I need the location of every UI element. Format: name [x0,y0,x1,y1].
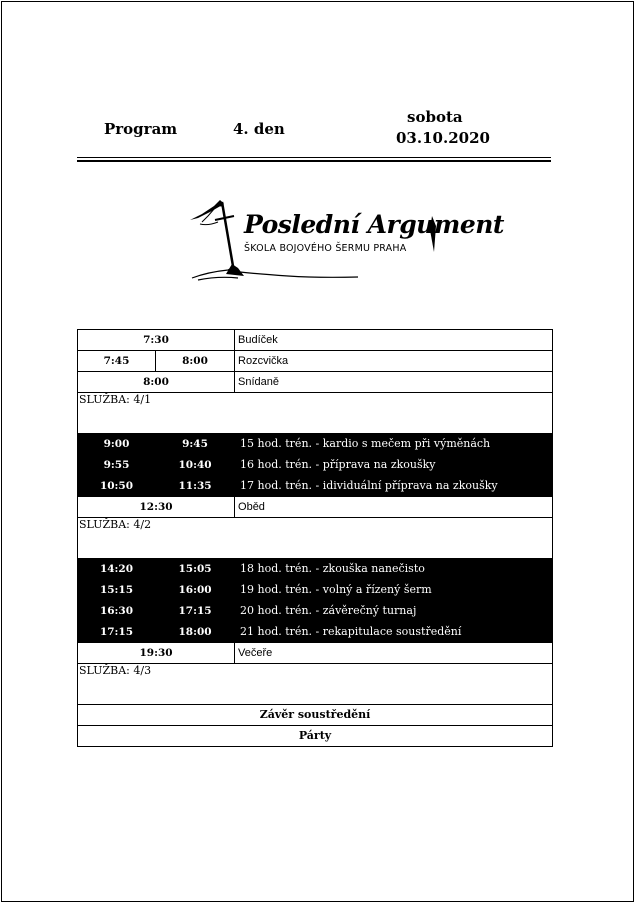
table-row [78,726,553,747]
activity-cell: 15 hod. trén. - kardio s mečem při výměnách [235,434,553,455]
end-cell: 17:15 [156,601,235,622]
table-row [78,622,553,643]
table-row [78,330,553,351]
time-cell: 19:30 [78,643,235,664]
table-row [78,664,553,705]
end-cell: 8:00 [156,351,235,372]
activity-cell: 20 hod. trén. - závěrečný turnaj [235,601,553,622]
start-cell: 9:55 [78,455,156,476]
table-row [78,559,553,580]
header-rule-top [77,157,551,158]
time-cell: 8:00 [78,372,235,393]
end-cell: 9:45 [156,434,235,455]
end-cell: 11:35 [156,476,235,497]
table-row [78,601,553,622]
weekday: sobota [407,108,463,126]
table-row [78,372,553,393]
table-row [78,705,553,726]
program-label: Program [104,120,178,138]
time-cell: 12:30 [78,497,235,518]
table-row [78,351,553,372]
start-cell: 15:15 [78,580,156,601]
end-cell: 16:00 [156,580,235,601]
time-cell: 7:30 [78,330,235,351]
start-cell: 9:00 [78,434,156,455]
duty-cell: SLUŽBA: 4/2 [78,518,553,559]
start-cell: 16:30 [78,601,156,622]
activity-cell: Rozcvička [235,351,553,372]
activity-cell: 19 hod. trén. - volný a řízený šerm [235,580,553,601]
logo-title: Poslední Argument [244,210,504,239]
activity-cell: Oběd [235,497,553,518]
schedule-table [77,329,553,747]
table-row [78,393,553,434]
start-cell: 7:45 [78,351,156,372]
table-row [78,643,553,664]
table-row [78,518,553,559]
start-cell: 17:15 [78,622,156,643]
end-cell: 15:05 [156,559,235,580]
table-row [78,476,553,497]
duty-cell: SLUŽBA: 4/3 [78,664,553,705]
party-cell: Párty [78,726,553,747]
table-row [78,455,553,476]
table-row [78,434,553,455]
header-rule-bottom [77,160,551,162]
activity-cell: Večeře [235,643,553,664]
activity-cell: 18 hod. trén. - zkouška nanečisto [235,559,553,580]
end-cell: 10:40 [156,455,235,476]
activity-cell: 16 hod. trén. - příprava na zkoušky [235,455,553,476]
activity-cell: Budíček [235,330,553,351]
day-label: 4. den [233,120,285,138]
activity-cell: 17 hod. trén. - idividuální příprava na zkoušky [235,476,553,497]
duty-cell: SLUŽBA: 4/1 [78,393,553,434]
activity-cell: Snídaně [235,372,553,393]
table-row [78,497,553,518]
start-cell: 14:20 [78,559,156,580]
end-cell: 18:00 [156,622,235,643]
date: 03.10.2020 [396,129,490,147]
closing-cell: Závěr soustředění [78,705,553,726]
activity-cell: 21 hod. trén. - rekapitulace soustředění [235,622,553,643]
logo-subtitle: ŠKOLA BOJOVÉHO ŠERMU PRAHA [244,243,407,254]
table-row [78,580,553,601]
start-cell: 10:50 [78,476,156,497]
